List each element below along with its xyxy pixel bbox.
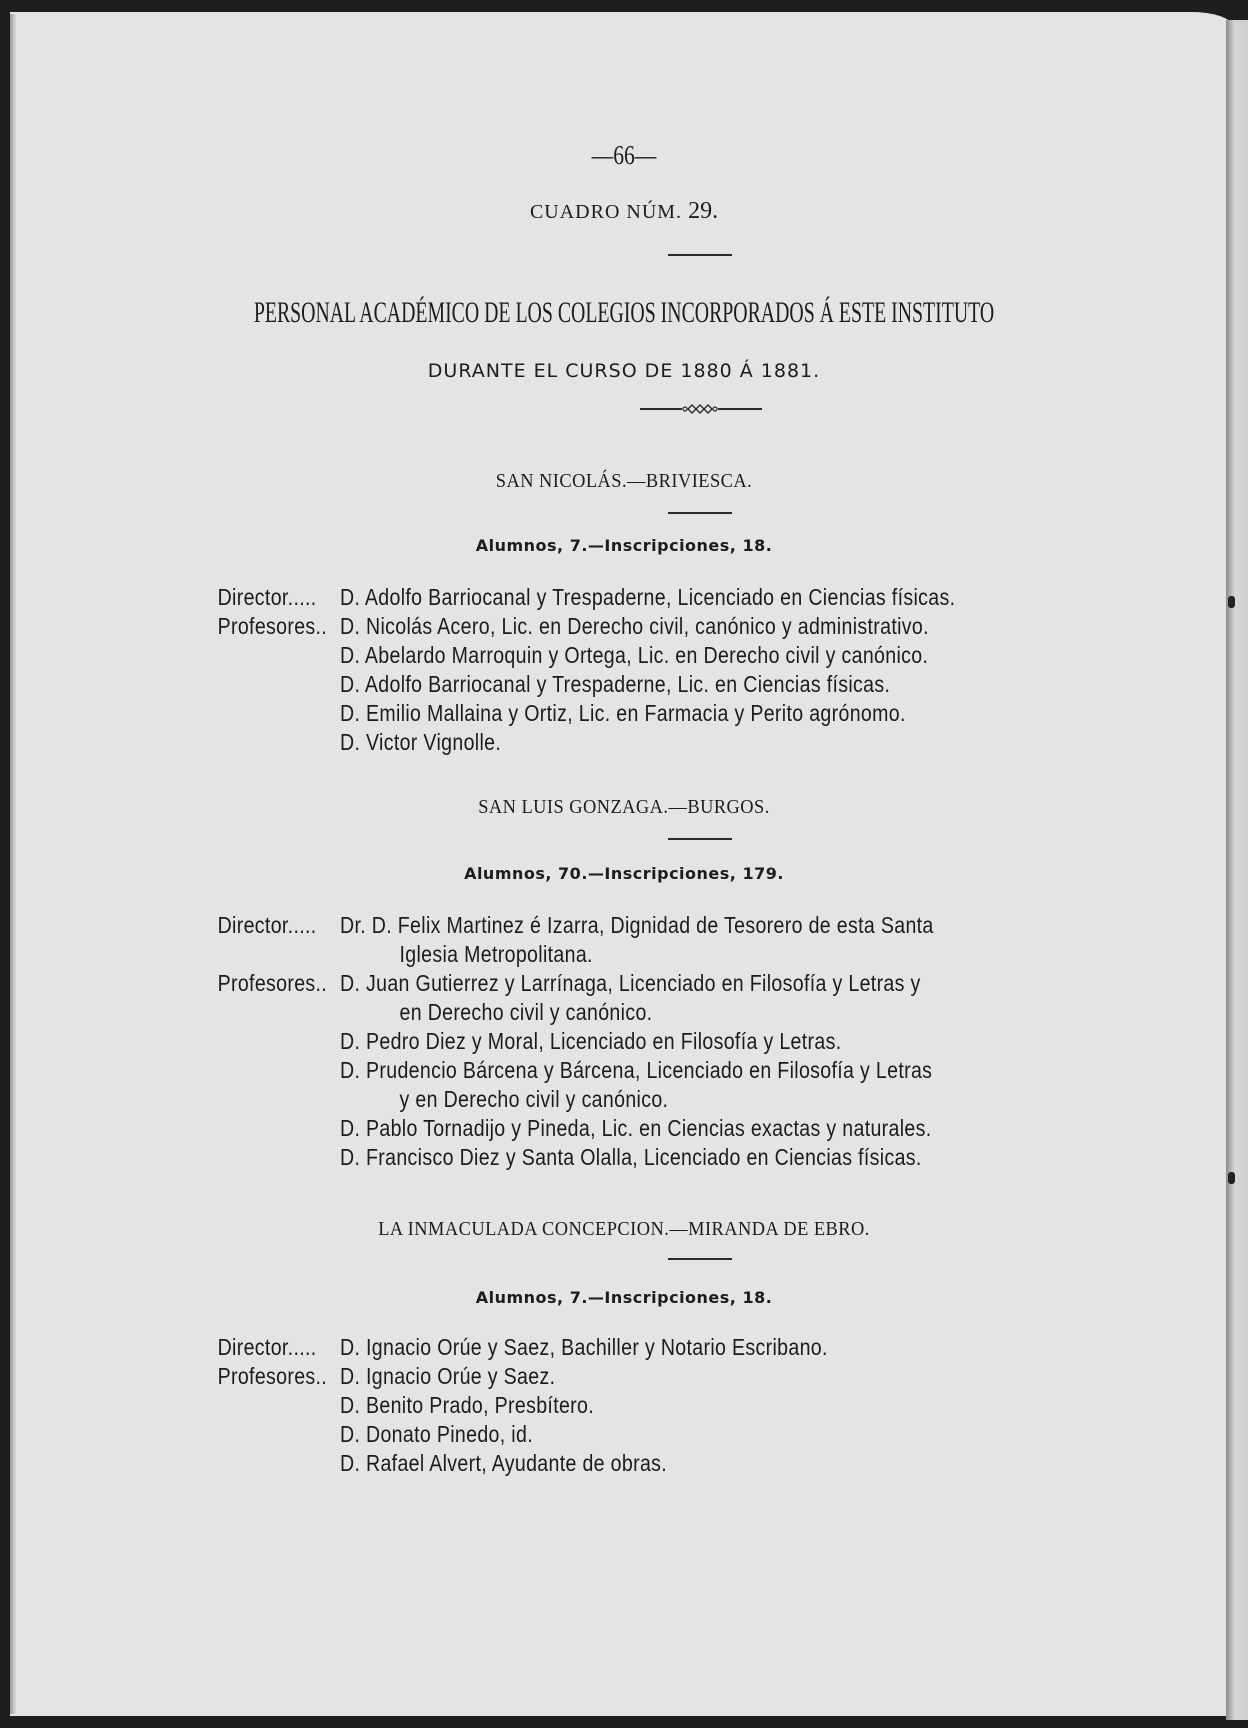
staff-entry-continuation: Iglesia Metropolitana.: [399, 941, 593, 967]
staff-entry: D. Adolfo Barriocanal y Trespaderne, Lic. en Ciencias físicas.: [340, 671, 891, 697]
binding-staple-mark: [1228, 596, 1235, 608]
staff-entry: D. Victor Vignolle.: [340, 729, 502, 755]
staff-entry: D. Emilio Mallaina y Ortiz, Lic. en Farmacia y Perito agrónomo.: [340, 700, 906, 726]
role-label: Profesores..: [217, 1363, 328, 1389]
staff-entry: D. Prudencio Bárcena y Bárcena, Licenciado en Filosofía y Letras: [340, 1057, 933, 1083]
staff-entry: Dr. D. Felix Martinez é Izarra, Dignidad de Tesorero de esta Santa: [340, 912, 934, 938]
school-stats: Alumnos, 7.—Inscripciones, 18.: [475, 1288, 773, 1307]
staff-entry: D. Pablo Tornadijo y Pineda, Lic. en Ciencias exactas y naturales.: [340, 1115, 932, 1141]
document-subtitle: DURANTE EL CURSO DE 1880 Á 1881.: [427, 360, 821, 382]
table-heading-prefix: CUADRO NÚM.: [529, 201, 683, 223]
binding-staple-mark: [1228, 1172, 1235, 1184]
staff-entry: D. Benito Prado, Presbítero.: [340, 1392, 595, 1418]
divider-rule: [668, 1258, 732, 1260]
staff-entry: D. Adolfo Barriocanal y Trespaderne, Licenciado en Ciencias físicas.: [340, 584, 956, 610]
staff-entry: D. Francisco Diez y Santa Olalla, Licenciado en Ciencias físicas.: [340, 1144, 922, 1170]
school-stats: Alumnos, 7.—Inscripciones, 18.: [475, 536, 773, 555]
staff-entry: D. Donato Pinedo, id.: [340, 1421, 533, 1447]
staff-entry: D. Juan Gutierrez y Larrínaga, Licenciado en Filosofía y Letras y: [340, 970, 921, 996]
table-heading: [0, 198, 1248, 225]
divider-rule: [668, 254, 732, 256]
staff-entry: D. Ignacio Orúe y Saez, Bachiller y Notario Escribano.: [340, 1334, 828, 1360]
role-label: Director.....: [217, 912, 317, 938]
role-label: Director.....: [217, 584, 317, 610]
role-label: Profesores..: [217, 970, 328, 996]
role-label: Director.....: [217, 1334, 317, 1360]
divider-rule: [668, 838, 732, 840]
staff-entry: D. Rafael Alvert, Ayudante de obras.: [340, 1450, 668, 1476]
school-heading: SAN LUIS GONZAGA.—BURGOS.: [478, 796, 770, 818]
divider-rule: [668, 512, 732, 514]
staff-entry-continuation: en Derecho civil y canónico.: [399, 999, 653, 1025]
document-title: PERSONAL ACADÉMICO DE LOS COLEGIOS INCORPORADOS Á ESTE INSTITUTO: [253, 296, 995, 329]
school-heading: LA INMACULADA CONCEPCION.—MIRANDA DE EBRO.: [378, 1218, 870, 1240]
table-heading-number: 29.: [688, 198, 719, 224]
staff-entry-continuation: y en Derecho civil y canónico.: [399, 1086, 669, 1112]
staff-entry: D. Ignacio Orúe y Saez.: [340, 1363, 556, 1389]
staff-entry: D. Pedro Diez y Moral, Licenciado en Filosofía y Letras.: [340, 1028, 842, 1054]
role-label: Profesores..: [217, 613, 328, 639]
school-heading: SAN NICOLÁS.—BRIVIESCA.: [495, 470, 753, 492]
staff-entry: D. Nicolás Acero, Lic. en Derecho civil, canónico y administrativo.: [340, 613, 929, 639]
school-stats: Alumnos, 70.—Inscripciones, 179.: [464, 864, 784, 883]
ornamental-divider-icon: [640, 402, 762, 416]
staff-entry: D. Abelardo Marroquin y Ortega, Lic. en Derecho civil y canónico.: [340, 642, 929, 668]
page-number: —66—: [591, 140, 657, 170]
